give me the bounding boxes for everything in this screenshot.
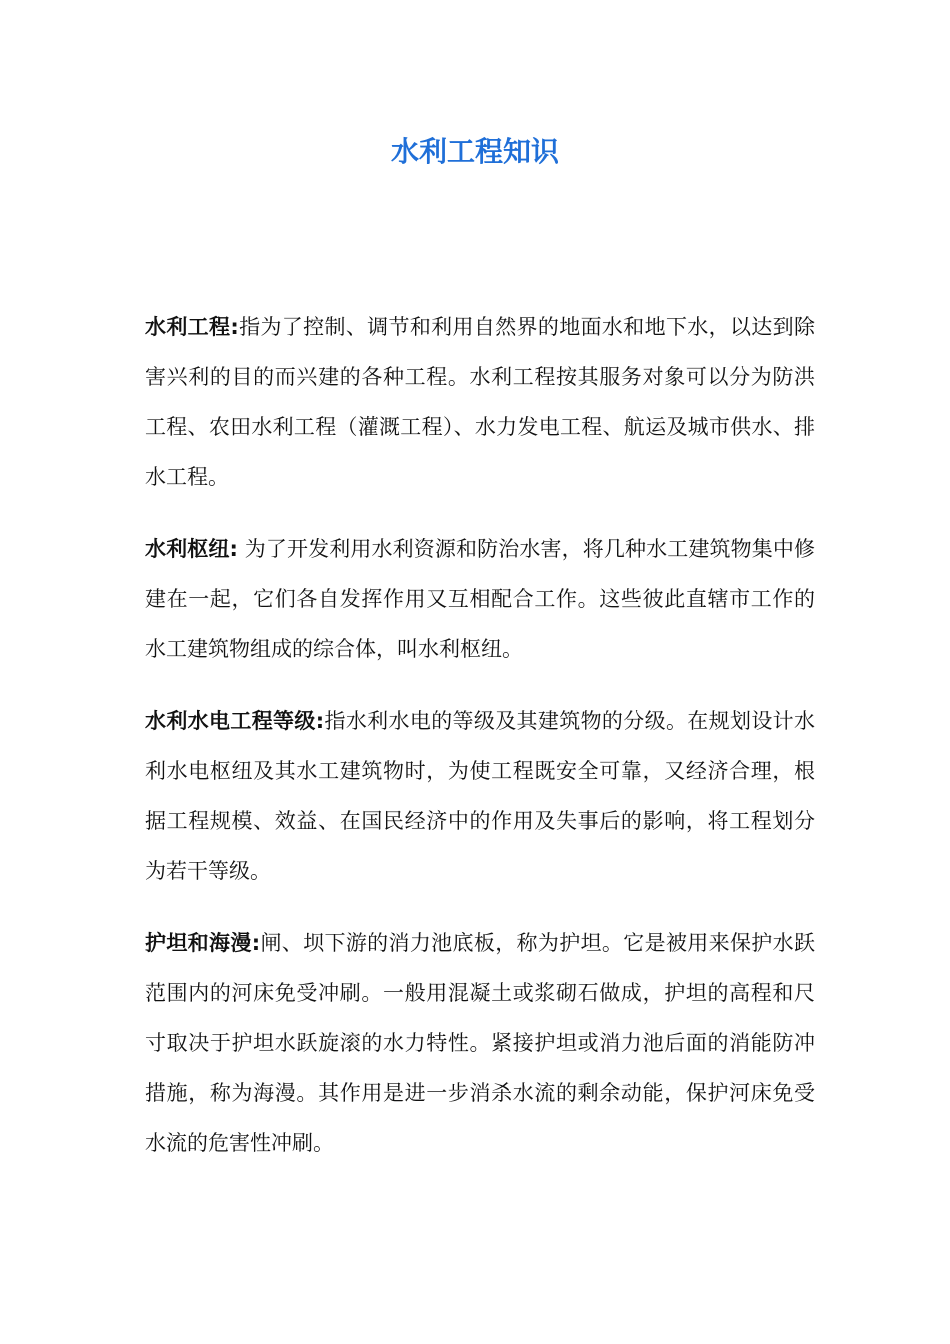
document-body [145,302,815,1190]
paragraph-project-grade [145,696,815,896]
definition-apron-and-riprap: 闸、坝下游的消力池底板，称为护坦。它是被用来保护水跃范围内的河床免受冲刷。一般用混凝土或浆砌石做成，护坦的高程和尺寸取决于护坦水跃旋滚的水力特性。紧接护坦或消力池后面的消能防冲措施，称为海漫。其作用是进一步消杀水流的剩余动能，保护河床免受水流的危害性冲刷。 [145,931,815,1155]
paragraph-hydraulic-engineering [145,302,815,502]
paragraph-apron-and-riprap [145,918,815,1168]
paragraph-hydro-junction [145,524,815,674]
definition-hydro-junction: 为了开发利用水利资源和防治水害，将几种水工建筑物集中修建在一起，它们各自发挥作用又互相配合工作。这些彼此直辖市工作的水工建筑物组成的综合体，叫水利枢纽。 [145,537,815,661]
term-hydraulic-engineering: 水利工程: [145,315,239,339]
page-title: 水利工程知识 [390,135,559,168]
definition-hydraulic-engineering: 指为了控制、调节和利用自然界的地面水和地下水，以达到除害兴利的目的而兴建的各种工程。水利工程按其服务对象可以分为防洪工程、农田水利工程（灌溉工程）、水力发电工程、航运及城市供水、排水工程。 [145,315,815,489]
term-apron-and-riprap: 护坦和海漫: [145,931,261,955]
definition-project-grade: 指水利水电的等级及其建筑物的分级。在规划设计水利水电枢纽及其水工建筑物时，为使工程既安全可靠，又经济合理，根据工程规模、效益、在国民经济中的作用及失事后的影响，将工程划分为若干等级。 [145,709,815,883]
term-hydro-junction: 水利枢纽: [145,537,238,561]
term-project-grade: 水利水电工程等级: [145,709,325,733]
